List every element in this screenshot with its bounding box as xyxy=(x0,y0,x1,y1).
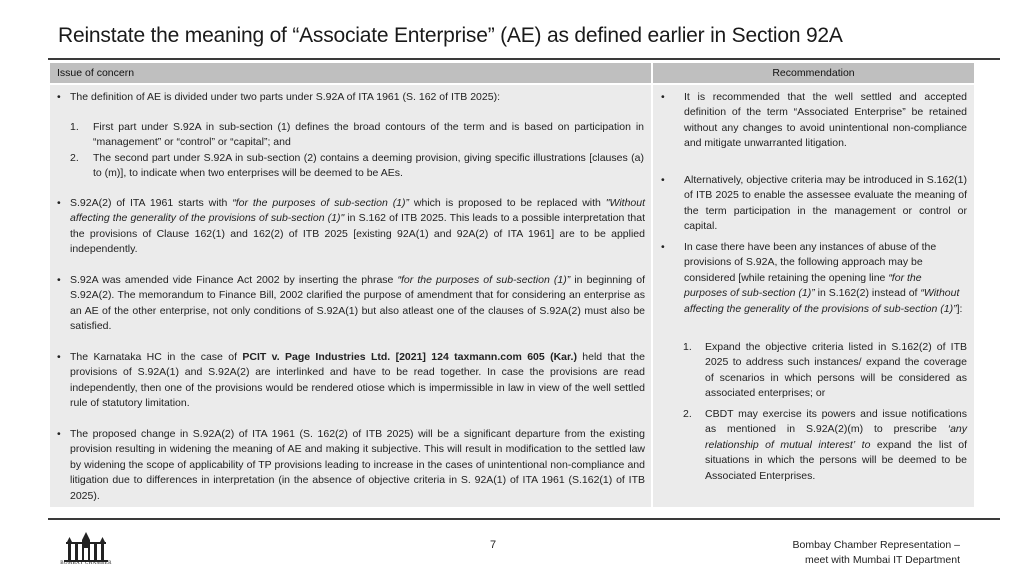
bullet-icon: • xyxy=(661,241,665,253)
logo-text: BOMBAY CHAMBER xyxy=(60,561,112,566)
issue-bullet-2: • S.92A(2) of ITA 1961 starts with “for the purposes of sub-section (1)” which is proposed to be replaced with "Without affecting the generality of the provisions of sub-section (1)" in S.162 of ITB 2025. This leads to a possible interpretation that the provisions of Clause 162(1) and 162(2) of ITB 2025 [existing 92A(1) and 92A(2) of ITA 1961] are to be applied independently. xyxy=(57,197,646,256)
recommendation-cell xyxy=(653,85,974,507)
footer-caption: Bombay Chamber Representation – meet with Mumbai IT Department xyxy=(792,539,960,566)
page-title: Reinstate the meaning of “Associate Enterprise” (AE) as defined earlier in Section 92A xyxy=(58,24,843,47)
bullet-icon: • xyxy=(57,91,61,103)
recommendation-bullet-3: • In case there have been any instances of abuse of the provisions of S.92A, the following approach may be considered [while retaining the opening line “for the purposes of sub-section (1)” in S.162(2) instead of “Without affecting the generality of the provisions of sub-section (1)”]: xyxy=(661,241,963,315)
recommendation-subitem-2: 2. CBDT may exercise its powers and issue notifications as mentioned in S.92A(2)(m) to prescribe ‘any relationship of mutual interest’ to expand the list of situations in which the persons will be deemed to be Associated Enterprises. xyxy=(683,408,967,482)
bullet-icon: • xyxy=(57,197,61,209)
bullet-icon: • xyxy=(57,351,61,363)
issue-bullet-5: • The proposed change in S.92A(2) of ITA 1961 (S. 162(2) of ITB 2025) will be a significant departure from the existing provision resulting in widening the meaning of AE and making it subjective. This will result in modification to the settled law by widening the scope of applicability of TP provisions leading to increase in the cases of unintentional non-compliance and litigation due to differences in interpretation (in the absence of objective criteria in S. 92A(1) of ITA 1961 (S.162(1) of ITB 2025). xyxy=(57,428,645,502)
header-recommendation: Recommendation xyxy=(653,63,974,83)
title-divider xyxy=(48,58,1000,60)
bullet-icon: • xyxy=(57,428,61,440)
recommendation-bullet-2: • Alternatively, objective criteria may be introduced in S.162(1) of ITB 2025 to enable the assessee evaluate the meaning of the term participation in the management or control or capital. xyxy=(661,174,967,233)
footer-divider xyxy=(48,518,1000,520)
issue-bullet-3: • S.92A was amended vide Finance Act 2002 by inserting the phrase “for the purposes of sub-section (1)” in beginning of S.92A(2). The memorandum to Finance Bill, 2002 clarified the purpose of amendment that for considering an enterprise as an AE of the other enterprise, not only conditions of S.92A(1) but also atleast one of the clauses of S.92A(2) must also be satisfied. xyxy=(57,274,645,333)
issue-cell xyxy=(50,85,651,507)
bullet-icon: • xyxy=(661,91,665,103)
recommendation-bullet-1: • It is recommended that the well settled and accepted definition of the term “Associated Enterprise” be retained without any changes to avoid unintentional non-compliance and mitigate unwarranted litigation. xyxy=(661,91,967,150)
bullet-icon: • xyxy=(57,274,61,286)
page-number: 7 xyxy=(490,539,497,551)
header-issue-of-concern: Issue of concern xyxy=(50,63,651,83)
issue-subitem-1: 1. First part under S.92A in sub-section (1) defines the broad contours of the term and is based on participation in “management” or “control” or “capital”; and xyxy=(70,121,644,149)
recommendation-subitem-1: 1. Expand the objective criteria listed in S.162(2) of ITB 2025 to address such instances/ expand the coverage of scenarios in which persons will be considered as associated enterprises; or xyxy=(683,341,967,400)
bullet-icon: • xyxy=(661,174,665,186)
issue-subitem-2: 2. The second part under S.92A in sub-section (2) contains a deeming provision, giving specific illustrations [clauses (a) to (m)], to indicate when two enterprises will be deemed to be AEs. xyxy=(70,152,644,180)
issue-bullet-1: • The definition of AE is divided under two parts under S.92A of ITA 1961 (S. 162 of ITB 2025): xyxy=(57,90,645,105)
issue-bullet-4: • The Karnataka HC in the case of PCIT v. Page Industries Ltd. [2021] 124 taxmann.com 605 (Kar.) held that the provisions of S.92A(1) and S.92A(2) are interlinked and have to be read together. In case the provisions are read independently, then one of the provisions would be rendered otiose which is impermissible in law in view of the well settled rule of statutory limitation. xyxy=(57,351,645,410)
concern-recommendation-table xyxy=(50,63,974,507)
